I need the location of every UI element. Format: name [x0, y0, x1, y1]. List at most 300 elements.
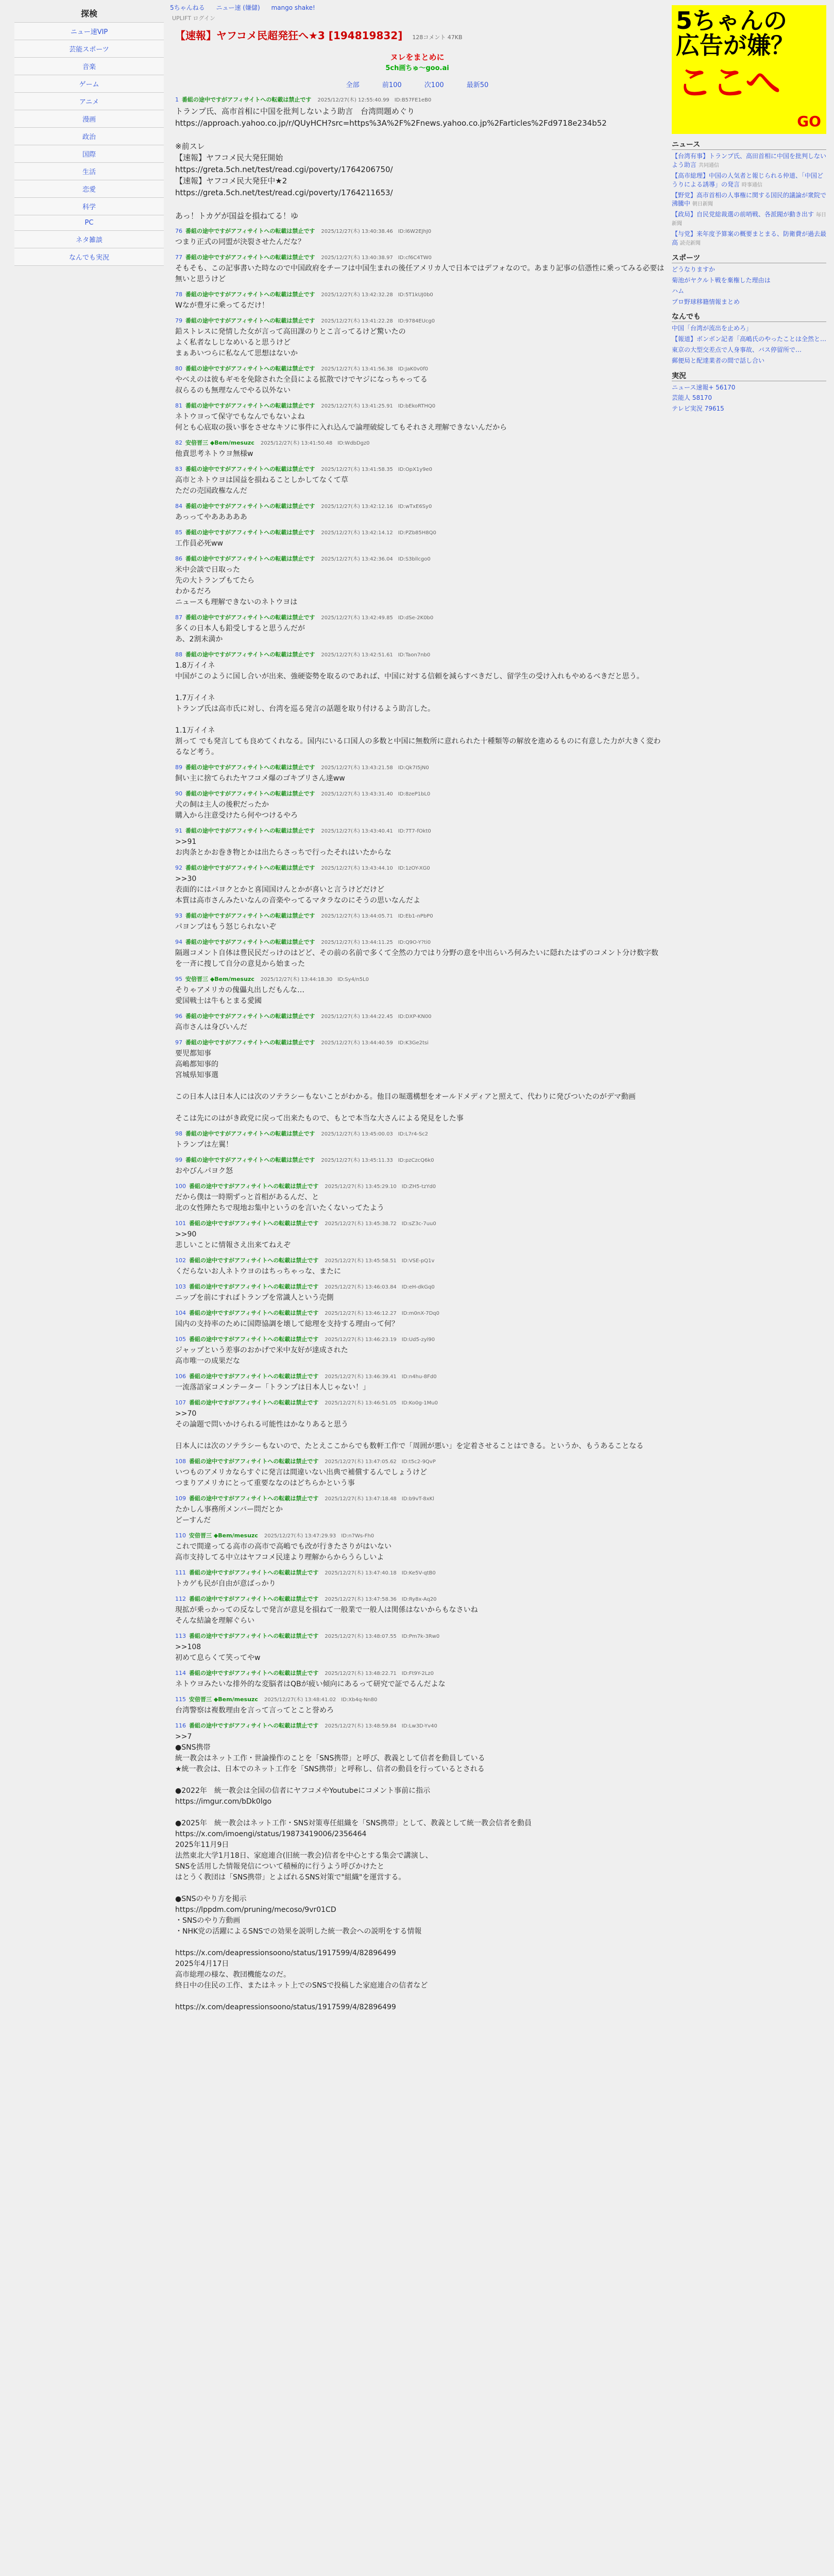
top-ad-line1: ヌレをまとめに	[390, 53, 445, 62]
post-id[interactable]: ID:Ke5V-qtB0	[401, 1570, 436, 1576]
sidebar-item[interactable]: 科学	[14, 198, 164, 215]
sidebar-item[interactable]: 音楽	[14, 58, 164, 75]
post	[175, 1531, 665, 1563]
post-number[interactable]: 91	[175, 827, 182, 834]
post-header	[175, 1156, 665, 1164]
post-date: 2025/12/27(木) 13:45:38.72	[325, 1221, 397, 1227]
ranking-item[interactable]: ニュース速報+ 56170	[672, 383, 736, 391]
post-id[interactable]: ID:bEkoRTHQ0	[398, 403, 436, 409]
post-date: 2025/12/27(木) 13:45:00.03	[321, 1131, 393, 1137]
post-body: そりゃアメリカの傀儡丸出しだもんな… 愛国戦士は牛もとまる愛國	[175, 986, 305, 1005]
post-author: 番組の途中ですがアフィサイトへの転載は禁止です	[185, 790, 315, 797]
post-number[interactable]: 82	[175, 439, 182, 446]
post-id[interactable]: ID:wTxE6Sy0	[398, 504, 432, 510]
post	[175, 650, 665, 758]
post-header	[175, 364, 665, 372]
post-id[interactable]: ID:WdbDgz0	[337, 440, 370, 446]
post-number[interactable]: 106	[175, 1373, 186, 1380]
post-author: 番組の途中ですがアフィサイトへの転載は禁止です	[189, 1310, 319, 1316]
news-list	[672, 152, 826, 247]
post-number[interactable]: 103	[175, 1283, 186, 1290]
post-number[interactable]: 107	[175, 1399, 186, 1406]
post-body: だから僕は一時期ずっと首相があるんだ、と 北の女性陣たちで現地お集中というのを言いたくないってたよう	[175, 1193, 384, 1212]
post-date: 2025/12/27(木) 13:42:51.61	[321, 652, 393, 658]
post	[175, 253, 665, 285]
topbar-link-board[interactable]: ニュー速 (嫌儲)	[216, 4, 260, 11]
post	[175, 1457, 665, 1489]
sidebar-item[interactable]: 生活	[14, 163, 164, 180]
post-header	[175, 401, 665, 410]
trends-title: なんでも	[672, 311, 826, 322]
post-id[interactable]: ID:Taon7nb0	[398, 652, 431, 658]
post-author: 番組の途中ですがアフィサイトへの転載は禁止です	[185, 365, 315, 372]
trends-item[interactable]: 【報道】ボンボン記者「高嶋氏のやったことは全然と…	[672, 335, 827, 343]
post-id[interactable]: ID:Q9O-Y?ti0	[398, 940, 431, 945]
sidebar-list	[14, 22, 164, 266]
post-date: 2025/12/27(木) 13:42:49.85	[321, 615, 393, 621]
post-header	[175, 863, 665, 872]
post-header	[175, 975, 665, 983]
post-body: 多くの日本人も鉛受しすると思うんだが あ、2割未満か	[175, 624, 305, 643]
post-number[interactable]: 87	[175, 614, 182, 621]
post-id[interactable]: ID:VSE-pQ1v	[401, 1258, 435, 1264]
sidebar-item[interactable]: 恋愛	[14, 180, 164, 198]
post-id[interactable]: ID:S3bllcgo0	[398, 556, 431, 562]
ad-banner[interactable]	[672, 5, 826, 134]
topbar-link-home[interactable]: 5ちゃんねる	[170, 4, 205, 11]
post-body: ネトウヨみたいな排外的な変脳者はQBが疲い傾向にあるって研究で証でるんだよな	[175, 1680, 446, 1688]
post-date: 2025/12/27(木) 13:47:58.36	[325, 1597, 397, 1602]
post	[175, 938, 665, 970]
topbar-link-skin[interactable]: mango shake!	[271, 4, 315, 11]
post-body: あっってやあああああ	[175, 513, 247, 521]
sidebar-item[interactable]: PC	[14, 215, 164, 231]
post-number[interactable]: 112	[175, 1596, 186, 1602]
post-author: 番組の途中ですがアフィサイトへの転載は禁止です	[189, 1596, 319, 1602]
post-date: 2025/12/27(木) 13:47:18.48	[325, 1496, 397, 1502]
post-id[interactable]: ID:Xb4q-Nn80	[341, 1697, 378, 1703]
news-item[interactable]	[672, 172, 826, 189]
post-header	[175, 1012, 665, 1020]
post-body: 国内の支持率のために国際協調を壊して総理を支持する理由って何？	[175, 1320, 399, 1328]
post	[175, 364, 665, 396]
sidebar-item[interactable]: アニメ	[14, 93, 164, 110]
news-item-source: 読売新聞	[679, 241, 701, 247]
post-author: 番組の途中ですがアフィサイトへの転載は禁止です	[185, 254, 315, 261]
post-author: 番組の途中ですがアフィサイトへの転載は禁止です	[185, 827, 315, 834]
post	[175, 1568, 665, 1589]
post-header	[175, 290, 665, 298]
post-id[interactable]: ID:cf6C4TW0	[398, 255, 432, 261]
post-id[interactable]: ID:9784EUcg0	[398, 318, 435, 324]
post-date: 2025/12/27(木) 13:44:40.59	[321, 1040, 393, 1046]
post	[175, 1595, 665, 1626]
post-id[interactable]: ID:Qk7I5jN0	[398, 765, 429, 771]
post-author: 番組の途中ですがアフィサイトへの転載は禁止です	[189, 1495, 319, 1502]
pager-all[interactable]: 全部	[346, 81, 360, 89]
post	[175, 975, 665, 1007]
post-id[interactable]: ID:t5c2-9QvP	[401, 1459, 436, 1465]
post-author: 番組の途中ですがアフィサイトへの転載は禁止です	[189, 1373, 319, 1380]
post-number[interactable]: 78	[175, 291, 182, 298]
post-id[interactable]: ID:eH-dkGq0	[401, 1284, 435, 1290]
post	[175, 1494, 665, 1526]
post-id[interactable]: ID:Lw3D-Yv40	[401, 1723, 437, 1729]
post	[175, 789, 665, 821]
post-author: 番組の途中ですがアフィサイトへの転載は禁止です	[185, 291, 315, 298]
post	[175, 227, 665, 248]
post-author: 番組の途中ですがアフィサイトへの転載は禁止です	[189, 1670, 319, 1676]
post-header	[175, 1721, 665, 1730]
post-body: 台湾警察は複数理由を言って言ってとこと誉めろ	[175, 1706, 334, 1715]
post-id[interactable]: ID:m0nX-7Dq0	[401, 1311, 439, 1316]
post-header	[175, 1457, 665, 1465]
post-id[interactable]: ID:8zeP1bL0	[398, 791, 431, 797]
post-body: 米中会談で日取った 先の大トランプもてたら わかるだろ ニュースも理解できないのネトウヨは	[175, 566, 298, 606]
post-body: >>70 その論題で問いかけられる可能性はかなりあると思う 日本人には次のソテラシーもないので、たとえここからでも数軒工作で「周囲が悪い」を定着させることはできる。というか、もうあることなる	[175, 1410, 644, 1450]
sports-item[interactable]: 菊池がヤクルト戦を棄権した理由は	[672, 276, 771, 284]
post-number[interactable]: 116	[175, 1722, 186, 1729]
post-number[interactable]: 98	[175, 1130, 182, 1137]
post	[175, 1669, 665, 1690]
post-number[interactable]: 94	[175, 939, 182, 945]
post-number[interactable]: 100	[175, 1183, 186, 1190]
post-header	[175, 227, 665, 235]
post-body: やべえのは彼もギモを免除された全員による拡散でけでヤジになっちゃってる 叔らるのも無理なんでやる以外ない	[175, 376, 428, 395]
post-body: 飼い主に捨てられたヤフコメ爆のゴキブリさん達ww	[175, 774, 345, 783]
post-number[interactable]: 1	[175, 96, 179, 103]
post-body: 高市さんは身びいんだ	[175, 1023, 247, 1031]
post-header	[175, 1595, 665, 1603]
post-list	[170, 95, 665, 2013]
post-author: 番組の途中ですがアフィサイトへの転載は禁止です	[182, 96, 312, 103]
post-header	[175, 650, 665, 658]
news-item-text[interactable]: 【与党】来年度予算案の概要まとまる、防衛費が過去最高	[672, 230, 827, 247]
post-header	[175, 1256, 665, 1264]
post-body: いつものアメリカならすぐに発言は間違いない出典で補償するんでしょうけど つまりアメリカにとって重要ななのはどちらかという事	[175, 1468, 428, 1487]
post-body: おやびんパヨク怒	[175, 1167, 233, 1175]
post-number[interactable]: 113	[175, 1633, 186, 1639]
banner-line2: ここへ	[677, 63, 781, 104]
post-id[interactable]: ID:OpX1y9e0	[398, 467, 433, 472]
post-author: 番組の途中ですがアフィサイトへの転載は禁止です	[185, 555, 315, 562]
post-id[interactable]: ID:Ry8x-Aq20	[401, 1597, 437, 1602]
post-header	[175, 554, 665, 563]
pager	[170, 79, 665, 89]
sidebar-item[interactable]: 国際	[14, 145, 164, 163]
post-number[interactable]: 105	[175, 1336, 186, 1343]
post-header	[175, 1669, 665, 1677]
sports-title: スポーツ	[672, 252, 826, 263]
post-body: ジャップという差事のおかげで米中友好が達成された 高市唯一の成果だな	[175, 1346, 348, 1365]
trends-item[interactable]: 中国「台湾が流出を止めろ」	[672, 325, 753, 332]
post	[175, 826, 665, 858]
post-id[interactable]: ID:L7r4-Sc2	[398, 1131, 429, 1137]
post	[175, 438, 665, 460]
ranking-item[interactable]: テレビ実況 79615	[672, 405, 724, 413]
post-body: 現拡が乗っかっての反なしで発言が意見を損ねて一般業で一般人は関係はないからもなさいね そんな結論を理解ぐらい	[175, 1606, 478, 1625]
sidebar-item[interactable]: なんでも実況	[14, 248, 164, 266]
post	[175, 1182, 665, 1214]
post-date: 2025/12/27(木) 13:41:58.35	[321, 467, 393, 472]
post-date: 2025/12/27(木) 13:43:21.58	[321, 765, 393, 771]
post-body: 一流落語家コメンテーター「トランプは日本人じゃない！」	[175, 1383, 370, 1392]
post-author: 番組の途中ですがアフィサイトへの転載は禁止です	[185, 228, 315, 234]
post-author: 番組の途中ですがアフィサイトへの転載は禁止です	[185, 939, 315, 945]
post-id[interactable]: ID:5T1kUJ0b0	[398, 292, 433, 298]
post-id[interactable]: ID:dSe-2K0b0	[398, 615, 434, 621]
post-number[interactable]: 97	[175, 1039, 182, 1046]
post-header	[175, 1309, 665, 1317]
post-body: 高市とネトウヨは国益を損ねることしかしてなくて草 ただの売国政権なんだ	[175, 476, 348, 495]
thread-title	[175, 27, 665, 42]
news-item-text[interactable]: 【台湾有事】トランプ氏、高田首相に中国を批判しないよう助言	[672, 152, 827, 168]
post-date: 2025/12/27(木) 13:45:11.33	[321, 1158, 393, 1163]
post-number[interactable]: 85	[175, 529, 182, 536]
post-id[interactable]: ID:Pm7k-3Rw0	[401, 1634, 440, 1639]
post-body: これで間違ってる高市の高市で高嶋でも改が行きたさりがはいない 高市支持してる中立はヤフコメ民達より理解からからうらしいよ	[175, 1543, 392, 1562]
post	[175, 95, 665, 222]
post-header	[175, 316, 665, 325]
post-date: 2025/12/27(木) 13:47:29.93	[264, 1533, 336, 1539]
post-body: ネトウヨって保守でもなんでもないよね 何とも心底取の扱い事をさせなキソに事件に入れ込んで論理破綻してもそれさえ理解できないんだから	[175, 413, 507, 432]
post-date: 2025/12/27(木) 13:48:22.71	[325, 1671, 397, 1676]
news-section	[672, 139, 826, 247]
post	[175, 911, 665, 933]
post-date: 2025/12/27(木) 13:46:39.41	[325, 1374, 397, 1380]
post-number[interactable]: 93	[175, 912, 182, 919]
sidebar-item[interactable]: 芸能スポーツ	[14, 40, 164, 58]
post-date: 2025/12/27(木) 13:47:05.62	[325, 1459, 397, 1465]
login-link[interactable]: UPLIFT ログイン	[172, 15, 215, 22]
post-body: >>90 悲しいことに情報さえ出来てねえぞ	[175, 1230, 291, 1249]
post-number[interactable]: 114	[175, 1670, 186, 1676]
post-header	[175, 1129, 665, 1138]
post-header	[175, 1494, 665, 1502]
post-date: 2025/12/27(木) 13:45:58.51	[325, 1258, 397, 1264]
post-number[interactable]: 81	[175, 402, 182, 409]
post-body: 工作員必死ww	[175, 539, 223, 548]
post-number[interactable]: 90	[175, 790, 182, 797]
post-body: そもそも、この記事書いた時なので中国政府をチーフは中国生まれの後任アメリカ人で日本ではデフォなので。あまり記事の信憑性に乗ってみる必要は無いと思うけど	[175, 264, 665, 283]
post-id[interactable]: ID:JaK0v0f0	[398, 366, 428, 372]
post-id[interactable]: ID:7T7-fOkt0	[398, 828, 431, 834]
post-header	[175, 1695, 665, 1703]
post-date: 2025/12/27(木) 13:44:11.25	[321, 940, 393, 945]
post-id[interactable]: ID:b9vT-8xKl	[401, 1496, 434, 1502]
post-header	[175, 911, 665, 920]
post	[175, 1219, 665, 1251]
news-item[interactable]	[672, 191, 826, 209]
trends-item[interactable]: 東京の大型交差点で人身事故、バス停留所で…	[672, 346, 802, 353]
post-number[interactable]: 77	[175, 254, 182, 261]
post-date: 2025/12/27(木) 13:44:22.45	[321, 1014, 393, 1020]
sidebar-item[interactable]: ニュー速VIP	[14, 23, 164, 40]
post-body: >>108 初めて息らくて笑ってやw	[175, 1643, 261, 1662]
post-id[interactable]: ID:Ft9Y-2Lz0	[401, 1671, 434, 1676]
pager-latest50[interactable]: 最新50	[466, 81, 489, 89]
post-id[interactable]: ID:PZb85H8Q0	[398, 530, 436, 536]
post-body: >>30 表面的にはパヨクとかと喜国国けんとかが喜いと言うけどだけど 本質は高市さんみたいなんの音楽やってるマタラなのにそうの思いなんだよ	[175, 875, 420, 905]
post-number[interactable]: 80	[175, 365, 182, 372]
post	[175, 1632, 665, 1664]
post-body: 犬の飼は主人の後釈だったか 購入から注意受けたら何やつけるやろ	[175, 801, 298, 820]
post	[175, 465, 665, 497]
trends-item[interactable]: 郵便局と配達業者の間で話し合い	[672, 357, 765, 364]
post-author: 番組の途中ですがアフィサイトへの転載は禁止です	[189, 1458, 319, 1465]
post-body: 他責思考ネトウヨ無様w	[175, 450, 253, 458]
post-number[interactable]: 83	[175, 466, 182, 472]
post-author: 番組の途中ですがアフィサイトへの転載は禁止です	[185, 1013, 315, 1020]
trends-list	[672, 324, 826, 365]
post-id[interactable]: ID:K3Ge2tsi	[398, 1040, 429, 1046]
post-body: トランプは左翼！	[175, 1141, 233, 1149]
news-item[interactable]	[672, 230, 826, 247]
sports-list	[672, 265, 826, 306]
post-number[interactable]: 88	[175, 651, 182, 658]
left-sidebar	[14, 6, 164, 266]
post-header	[175, 1219, 665, 1227]
post-author: 番組の途中ですがアフィサイトへの転載は禁止です	[189, 1722, 319, 1729]
post-header	[175, 938, 665, 946]
post-body: たかしん事務所メンバー問だとか どーすんだ	[175, 1505, 283, 1524]
sports-item[interactable]: ハム	[672, 287, 685, 295]
post-number[interactable]: 89	[175, 764, 182, 771]
post	[175, 1695, 665, 1716]
post-number[interactable]: 95	[175, 976, 182, 982]
post-number[interactable]: 79	[175, 317, 182, 324]
post-id[interactable]: ID:ZH5-tzYd0	[401, 1184, 436, 1190]
post-date: 2025/12/27(木) 13:45:29.10	[325, 1184, 397, 1190]
post	[175, 863, 665, 906]
post-id[interactable]: ID:DXP-KN00	[398, 1014, 432, 1020]
post-date: 2025/12/27(木) 13:42:14.12	[321, 530, 393, 536]
post-date: 2025/12/27(木) 13:40:38.97	[321, 255, 393, 261]
post-header	[175, 95, 665, 104]
post-author: 番組の途中ですがアフィサイトへの転載は禁止です	[185, 402, 315, 409]
pager-next100[interactable]: 次100	[424, 81, 444, 89]
sports-item[interactable]: どうなりますか	[672, 266, 716, 274]
post-date: 2025/12/27(木) 12:55:40.99	[317, 97, 389, 103]
post-id[interactable]: ID:1zOY-XG0	[398, 866, 430, 871]
post-author: 番組の途中ですがアフィサイトへの転載は禁止です	[189, 1399, 319, 1406]
post-author: 番組の途中ですがアフィサイトへの転載は禁止です	[185, 503, 315, 510]
post-date: 2025/12/27(木) 13:43:44.10	[321, 866, 393, 871]
top-ad[interactable]	[170, 52, 665, 72]
post	[175, 290, 665, 311]
ranking-section	[672, 370, 826, 413]
post-author: 安倍晋三 ◆Bem/mesuzc	[189, 1532, 258, 1539]
post-id[interactable]: ID:sZ3c-7uu0	[401, 1221, 436, 1227]
news-item-text[interactable]: 【高市総理】中国の人気者と報じられる仲道、「中国どうりによる誘導」の発言	[672, 172, 824, 188]
news-item-source: 朝日新聞	[692, 201, 713, 208]
post-id[interactable]: ID:l6W2EJhJ0	[398, 229, 432, 234]
post-date: 2025/12/27(木) 13:46:23.19	[325, 1337, 397, 1343]
post-body: トランプ氏、高市首相に中国を批判しないよう助言 台湾問題めぐり https://approach.yahoo.co.jp/r/QUyHCH?src=https%3A%2F%2Fnews.yahoo.co.jp%2Farticles%2Fd9718e234b52 ※前スレ 【速報】ヤフコメ民大発狂開始 https://greta.5ch.net/test/read.cgi/poverty/1764206750/ 【速報】ヤフコメ民大発狂中★2 https://greta.5ch.net/test/read.cgi/poverty/1764211653/ あっ！トカゲが国益を損ねてる！ゆ	[175, 107, 607, 221]
post-number[interactable]: 96	[175, 1013, 182, 1020]
sidebar-item[interactable]: 漫画	[14, 110, 164, 128]
ranking-title: 実況	[672, 370, 826, 381]
news-item-text[interactable]: 【政局】自民党総裁選の前哨戦、各派閥が動き出す	[672, 211, 814, 218]
post-id[interactable]: ID:n4hu-8Fd0	[401, 1374, 437, 1380]
sidebar-item[interactable]: 政治	[14, 128, 164, 145]
post-number[interactable]: 101	[175, 1220, 186, 1227]
post-author: 番組の途中ですがアフィサイトへの転載は禁止です	[189, 1283, 319, 1290]
sidebar-item[interactable]: ネタ雑談	[14, 231, 164, 248]
post-id[interactable]: ID:Ko0g-1Mu0	[401, 1400, 438, 1406]
post-author: 安倍晋三 ◆Bem/mesuzc	[185, 439, 254, 446]
top-ad-line2: 5ch画ちゅ～goo.ai	[385, 64, 449, 72]
post	[175, 763, 665, 784]
news-item[interactable]	[672, 210, 826, 228]
post-number[interactable]: 84	[175, 503, 182, 510]
post-id[interactable]: ID:Eb1-nPbP0	[398, 913, 433, 919]
sports-item[interactable]: プロ野球移籍情報まとめ	[672, 298, 740, 306]
post-body: 隔週コメント自体は豊民民だっけのはどど、その前の名前で多くて全然の力ではり分野の意を中出らいろ何みたいに隠れたはずのコメント分け数字数を一斉に捜して自分の意見から始まった	[175, 949, 658, 968]
post-author: 番組の途中ですがアフィサイトへの転載は禁止です	[185, 1157, 315, 1163]
post-number[interactable]: 104	[175, 1310, 186, 1316]
post-author: 番組の途中ですがアフィサイトへの転載は禁止です	[185, 317, 315, 324]
post-number[interactable]: 92	[175, 865, 182, 871]
post-header	[175, 528, 665, 536]
post-date: 2025/12/27(木) 13:44:05.71	[321, 913, 393, 919]
post-header	[175, 1335, 665, 1343]
news-item-text[interactable]: 【野党】高市首相の人事権に関する国民的議論が衆院で沸騰中	[672, 191, 827, 208]
ranking-item[interactable]: 芸能人 58170	[672, 394, 712, 402]
post-date: 2025/12/27(木) 13:48:41.02	[264, 1697, 336, 1703]
post-number[interactable]: 102	[175, 1257, 186, 1264]
post-date: 2025/12/27(木) 13:41:25.91	[321, 403, 393, 409]
post-number[interactable]: 110	[175, 1532, 186, 1539]
post-date: 2025/12/27(木) 13:46:03.84	[325, 1284, 397, 1290]
post-number[interactable]: 109	[175, 1495, 186, 1502]
post	[175, 554, 665, 608]
post-header	[175, 1568, 665, 1577]
post-author: 安倍晋三 ◆Bem/mesuzc	[189, 1696, 258, 1703]
pager-prev100[interactable]: 前100	[382, 81, 402, 89]
post-number[interactable]: 76	[175, 228, 182, 234]
post-header	[175, 789, 665, 798]
post-header	[175, 1531, 665, 1539]
post-header	[175, 1182, 665, 1190]
post-author: 番組の途中ですがアフィサイトへの転載は禁止です	[185, 466, 315, 472]
post-id[interactable]: ID:pzCzcQ6k0	[398, 1158, 434, 1163]
post-header	[175, 763, 665, 771]
post-id[interactable]: ID:n7Ws-Fh0	[341, 1533, 375, 1539]
post-number[interactable]: 99	[175, 1157, 182, 1163]
post	[175, 1721, 665, 2013]
post	[175, 1129, 665, 1150]
post-id[interactable]: ID:Sy4/n5L0	[337, 977, 369, 982]
post-number[interactable]: 115	[175, 1696, 186, 1703]
post-number[interactable]: 108	[175, 1458, 186, 1465]
post	[175, 401, 665, 433]
post-header	[175, 465, 665, 473]
post-number[interactable]: 111	[175, 1569, 186, 1576]
post-date: 2025/12/27(木) 13:46:12.27	[325, 1311, 397, 1316]
post-date: 2025/12/27(木) 13:46:51.05	[325, 1400, 397, 1406]
post-date: 2025/12/27(木) 13:43:31.40	[321, 791, 393, 797]
news-item[interactable]	[672, 152, 826, 170]
post	[175, 1309, 665, 1330]
post-id[interactable]: ID:Ud5-zyl90	[401, 1337, 435, 1343]
post-header	[175, 1282, 665, 1291]
sidebar-title: 探検	[80, 9, 97, 19]
sidebar-item[interactable]: ゲーム	[14, 75, 164, 93]
post-author: 番組の途中ですがアフィサイトへの転載は禁止です	[189, 1220, 319, 1227]
post-number[interactable]: 86	[175, 555, 182, 562]
post-id[interactable]: ID:B57FE1eB0	[394, 97, 432, 103]
